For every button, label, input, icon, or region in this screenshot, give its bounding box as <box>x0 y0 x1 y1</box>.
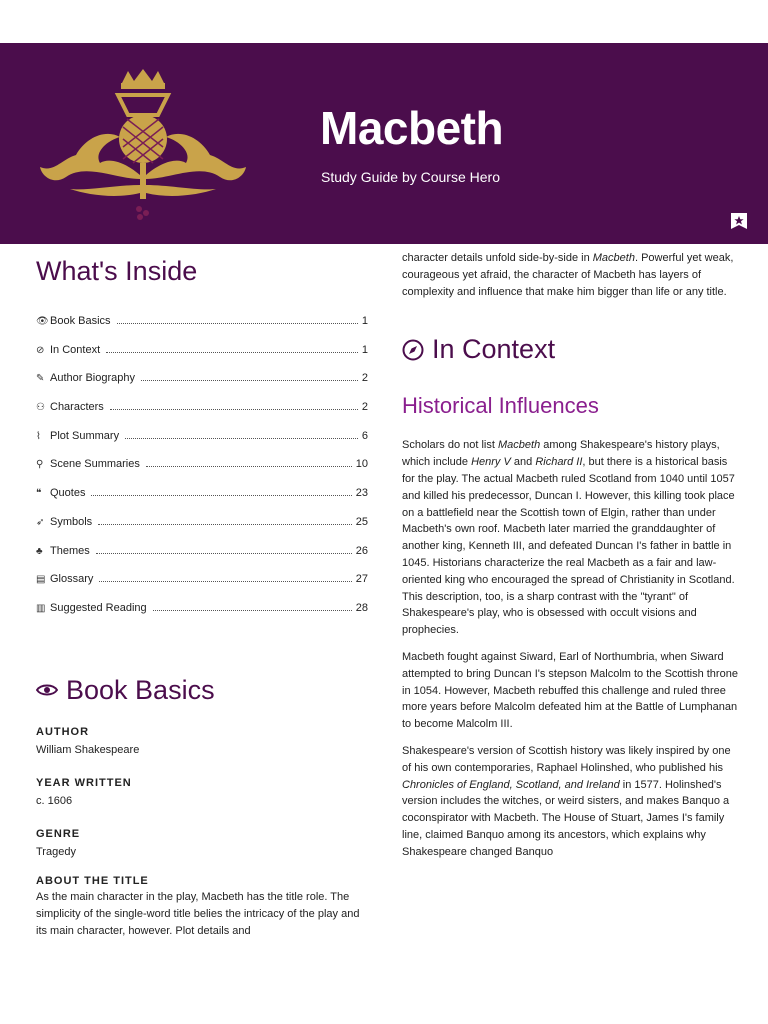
header-banner <box>0 43 768 244</box>
book-basics-heading <box>36 675 368 706</box>
toc-leader-dots <box>153 610 352 611</box>
genre-label: GENRE <box>36 827 81 840</box>
toc-item-label: Glossary <box>50 573 94 586</box>
genre-value: Tragedy <box>36 845 76 858</box>
toc-leader-dots <box>117 323 358 324</box>
compass-icon <box>402 339 424 361</box>
book-star-icon <box>729 211 749 231</box>
page-subtitle: Study Guide by Course Hero <box>321 169 500 185</box>
toc-item-label: Symbols <box>50 515 93 528</box>
toc-item-characters[interactable] <box>36 401 368 430</box>
year-value: c. 1606 <box>36 794 73 807</box>
toc-leader-dots <box>125 438 358 439</box>
toc-item-page: 26 <box>355 544 368 557</box>
toc-item-themes[interactable] <box>36 545 368 574</box>
author-value: William Shakespeare <box>36 743 140 756</box>
toc-item-suggested-reading[interactable] <box>36 602 368 631</box>
toc-leader-dots <box>91 495 351 496</box>
toc-item-label: Quotes <box>50 487 86 500</box>
year-label: YEAR WRITTEN <box>36 776 132 789</box>
glossary-icon: ▤ <box>36 574 46 586</box>
in-context-heading <box>402 334 740 365</box>
toc-item-page: 25 <box>355 515 368 528</box>
toc-item-in-context[interactable] <box>36 344 368 373</box>
toc-item-page: 1 <box>361 315 368 327</box>
in-context-title: In Context <box>432 334 556 365</box>
toc-item-label: Themes <box>50 544 90 557</box>
toc-leader-dots <box>141 380 358 381</box>
toc-item-author-biography[interactable] <box>36 372 368 401</box>
toc-item-label: Plot Summary <box>50 429 120 442</box>
toc-item-page: 2 <box>361 401 368 414</box>
body-paragraph-2: Macbeth fought against Siward, Earl of Northumbria, when Siward attempted to bring Duncan I's stepson Malcolm to the Scottish throne in 1054. However, Macbeth rebuffed this challenge and ruled three more years before Malcolm defeated him at the Battle of Lumphanan to become Malcolm III. <box>402 650 738 731</box>
page-title: Macbeth <box>320 102 504 154</box>
quote-icon: ❝ <box>36 488 42 500</box>
toc-item-label: Author Biography <box>50 372 135 385</box>
right-column <box>402 250 740 871</box>
intro-paragraph: character details unfold side-by-side in Macbeth. Powerful yet weak, courageous yet afraid, the character of Macbeth has layers of complexity and influence that make him bigger than life or any title. <box>402 252 734 298</box>
toc-item-page: 27 <box>355 573 368 586</box>
toc-item-plot-summary[interactable] <box>36 430 368 459</box>
toc-leader-dots <box>98 524 352 525</box>
toc-item-label: Book Basics <box>50 315 111 327</box>
toc-item-page: 23 <box>355 487 368 500</box>
toc-item-page: 1 <box>361 343 368 356</box>
toc-item-label: Characters <box>50 401 104 414</box>
toc-item-page: 2 <box>361 372 368 385</box>
toc-item-label: Scene Summaries <box>50 458 140 471</box>
eye-icon: 👁 <box>36 316 49 327</box>
toc-item-book-basics[interactable] <box>36 315 368 344</box>
book-basics-title: Book Basics <box>66 674 215 705</box>
author-label: AUTHOR <box>36 725 90 738</box>
body-paragraph-3: Shakespeare's version of Scottish history was likely inspired by one of his own contemporaries, Raphael Holinshed, who published his Chronicles of England, Scotland, and Ireland in 1577. Holinshed's version includes the witches, or weird sisters, and makes Banquo a coconspirator with Macbeth. The House of Stuart, James I's family line, claimed Banquo among its ancestors, which explains why Shakespeare changed Banquo <box>402 744 731 858</box>
people-icon: ⚇ <box>36 402 45 414</box>
toc-item-scene-summaries[interactable] <box>36 458 368 487</box>
left-column <box>36 252 368 940</box>
about-title-text: As the main character in the play, Macbeth has the title role. The simplicity of the single-word title belies the intricacy of the play and its main character, however. Plot details and <box>36 890 360 937</box>
toc-item-page: 28 <box>355 601 368 614</box>
about-title-label: ABOUT THE TITLE <box>36 874 149 887</box>
toc-item-label: Suggested Reading <box>50 601 147 614</box>
toc-heading: What's Inside <box>36 256 198 286</box>
toc-item-label: In Context <box>50 343 101 356</box>
toc-leader-dots <box>96 553 352 554</box>
toc-item-glossary[interactable] <box>36 573 368 602</box>
quill-icon: ✎ <box>36 373 45 385</box>
magnifier-icon: ⚲ <box>36 459 44 471</box>
toc-leader-dots <box>99 581 351 582</box>
thistle-crown-icon <box>36 67 250 223</box>
masks-icon: ♣ <box>36 545 43 557</box>
chart-icon: ⌇ <box>36 430 41 442</box>
toc-item-symbols[interactable] <box>36 516 368 545</box>
toc-item-quotes[interactable] <box>36 487 368 516</box>
compass-icon: ⊘ <box>36 344 45 356</box>
toc-leader-dots <box>146 466 352 467</box>
toc-item-page: 6 <box>361 429 368 442</box>
books-icon: ▥ <box>36 602 46 614</box>
toc-item-page: 10 <box>355 458 368 471</box>
table-of-contents <box>36 315 368 631</box>
eye-icon <box>36 683 58 697</box>
toc-leader-dots <box>106 352 358 353</box>
historical-influences-heading: Historical Influences <box>402 393 599 419</box>
feather-icon: ➶ <box>36 516 45 528</box>
toc-leader-dots <box>110 409 358 410</box>
body-paragraph-1: Scholars do not list Macbeth among Shakespeare's history plays, which include Henry V and Richard II, but there is a historical basis for the play. The actual Macbeth ruled Scotland from 1040 until 1057 and killed his predecessor, Duncan I. However, this killing took place on a battlefield near the Scottish town of Elgin, rather than under Macbeth's own roof. Macbeth later married the granddaughter of another king, Kenneth III, and defeated Duncan I's father in battle in 1045. Historians characterize the real Macbeth as a fair and law-oriented king who encouraged the spread of Christianity in Scotland. This description, too, is a sharp contrast with the "tyrant" of Shakespeare's play, who is obsessed with occult visions and prophecies. <box>402 439 735 637</box>
